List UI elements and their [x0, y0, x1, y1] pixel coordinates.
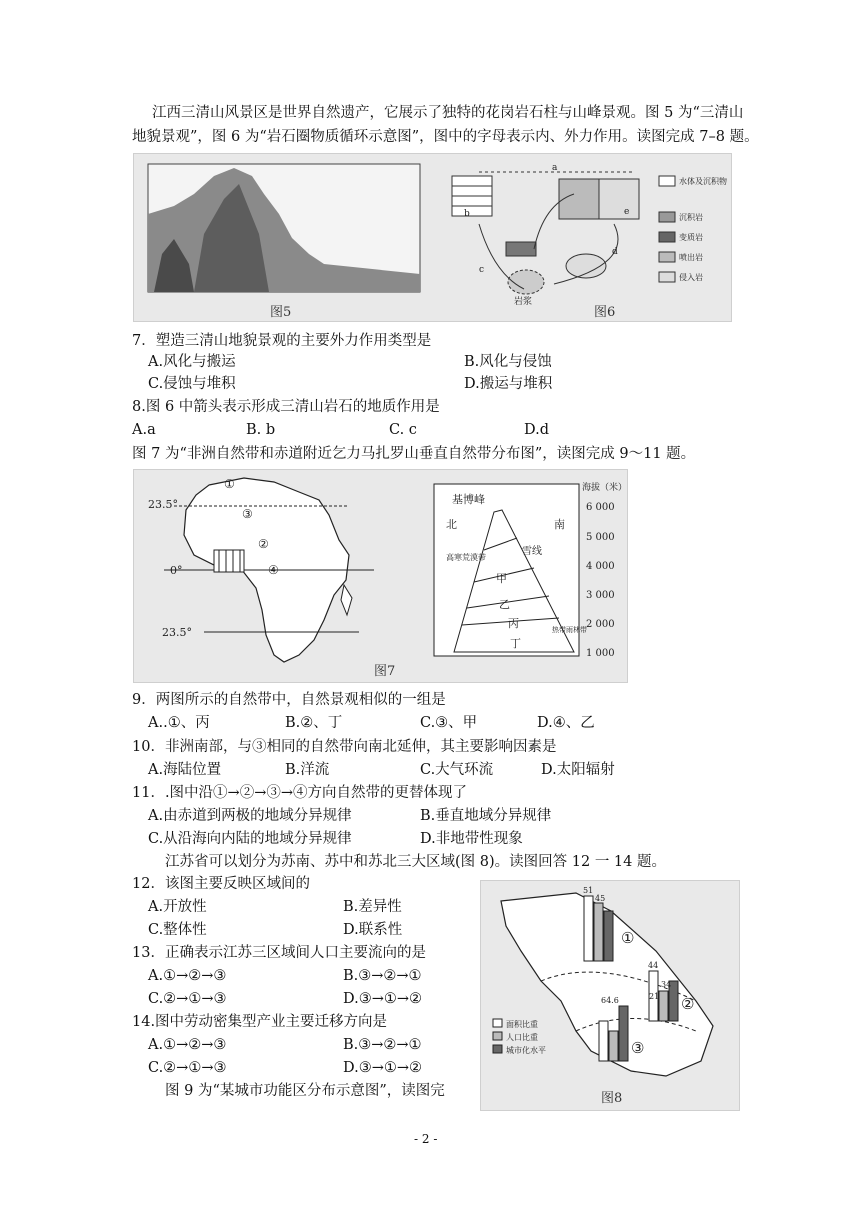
- fig7-lat-equator: 0°: [170, 564, 183, 577]
- fig6-legend-extrusive: 喷出岩: [679, 253, 703, 262]
- q10-option-c[interactable]: C.大气环流: [420, 762, 494, 778]
- fig8-legend-area: 面积比重: [506, 1020, 538, 1029]
- fig7-alt-3000: 3 000: [586, 590, 615, 601]
- q7-option-a[interactable]: A.风化与搬运: [148, 354, 236, 370]
- q14-option-d[interactable]: D.③→①→②: [343, 1060, 423, 1076]
- q8-stem: 8.图 6 中箭头表示形成三清山岩石的地质作用是: [132, 399, 440, 415]
- fig7-north: 北: [446, 518, 457, 531]
- fig6-letter-e: e: [624, 207, 630, 217]
- q14-option-b[interactable]: B.③→②→①: [343, 1037, 422, 1053]
- fig7-zone-1: ①: [224, 477, 235, 491]
- q11-option-d[interactable]: D.非地带性现象: [420, 831, 523, 847]
- fig5-caption: 图5: [270, 305, 292, 320]
- fig8-value-34: 34: [661, 980, 672, 989]
- fig7-desert: 高寒荒漠带: [446, 553, 486, 562]
- fig7-peak: 基博峰: [452, 493, 485, 506]
- q7-option-d[interactable]: D.搬运与堆积: [464, 376, 553, 392]
- fig7-alt-4000: 4 000: [586, 561, 615, 572]
- intro-7-8-line1: 江西三清山风景区是世界自然遗产，它展示了独特的花岗岩石柱与山峰景观。图 5 为“三清山: [152, 105, 744, 121]
- fig7-rainforest: 热带雨林带: [552, 626, 587, 634]
- q14-option-a[interactable]: A.①→②→③: [148, 1037, 227, 1053]
- q9-option-a[interactable]: A..①、丙: [148, 715, 210, 731]
- fig7-snowline: 雪线: [522, 546, 542, 557]
- q10-option-a[interactable]: A.海陆位置: [148, 762, 222, 778]
- q13-option-b[interactable]: B.③→②→①: [343, 968, 422, 984]
- figure-8-svg: [481, 881, 739, 1110]
- fig8-legend-urbanization: 城市化水平: [506, 1046, 546, 1055]
- fig8-caption: 图8: [601, 1091, 623, 1106]
- figure-8-panel: [480, 880, 740, 1111]
- fig8-value-21: 21: [649, 992, 660, 1001]
- fig6-legend-metamorphic: 变质岩: [679, 233, 703, 242]
- fig7-alt-1000: 1 000: [586, 648, 615, 659]
- q10-option-d[interactable]: D.太阳辐射: [541, 762, 615, 778]
- q11-option-c[interactable]: C.从沿海向内陆的地域分异规律: [148, 831, 352, 847]
- fig7-zone-2: ②: [258, 537, 269, 551]
- fig8-value-64-6: 64.6: [601, 996, 619, 1005]
- fig8-region-2: ②: [681, 995, 695, 1013]
- fig6-letter-a: a: [552, 163, 558, 173]
- fig8-value-45: 45: [595, 894, 606, 903]
- q14-stem: 14.图中劳动密集型产业主要迁移方向是: [132, 1014, 388, 1030]
- fig6-legend-sedimentary: 沉积岩: [679, 213, 703, 222]
- q14-option-c[interactable]: C.②→①→③: [148, 1060, 227, 1076]
- q13-stem: 13．正确表示江苏三区域间人口主要流向的是: [132, 945, 426, 961]
- fig8-value-51: 51: [583, 886, 594, 895]
- fig7-ding: 丁: [510, 637, 521, 650]
- fig6-letter-d: d: [612, 247, 618, 257]
- fig7-alt-2000: 2 000: [586, 619, 615, 630]
- q8-option-d[interactable]: D.d: [524, 422, 549, 438]
- intro-12-14: 江苏省可以划分为苏南、苏中和苏北三大区域(图 8)。读图回答 12 一 14 题。: [165, 854, 666, 870]
- q12-stem: 12．该图主要反映区域间的: [132, 876, 310, 892]
- q13-option-d[interactable]: D.③→①→②: [343, 991, 423, 1007]
- fig7-alt-5000: 5 000: [586, 532, 615, 543]
- fig6-legend-intrusive: 侵入岩: [679, 273, 703, 282]
- q10-option-b[interactable]: B.洋流: [285, 762, 330, 778]
- q12-option-c[interactable]: C.整体性: [148, 922, 207, 938]
- fig8-legend-population: 人口比重: [506, 1033, 538, 1042]
- fig7-zone-3: ③: [242, 507, 253, 521]
- fig8-value-44: 44: [648, 961, 659, 970]
- fig6-magma-label: 岩浆: [514, 297, 533, 307]
- fig7-alt-6000: 6 000: [586, 502, 615, 513]
- q7-option-b[interactable]: B.风化与侵蚀: [464, 354, 552, 370]
- fig7-lat-north: 23.5°: [148, 498, 178, 511]
- q9-option-c[interactable]: C.③、甲: [420, 715, 478, 731]
- fig7-altitude-title: 海拔（米）: [582, 483, 627, 493]
- q9-stem: 9．两图所示的自然带中，自然景观相似的一组是: [132, 692, 446, 708]
- q12-option-d[interactable]: D.联系性: [343, 922, 403, 938]
- figure-5-6-panel: [133, 153, 732, 322]
- fig7-lat-south: 23.5°: [162, 626, 192, 639]
- figure-7-panel: [133, 469, 628, 683]
- q11-stem: 11．.图中沿①→②→③→④方向自然带的更替体现了: [132, 785, 468, 801]
- q8-option-b[interactable]: B. b: [246, 422, 276, 438]
- fig7-zone-4: ④: [268, 563, 279, 577]
- q10-stem: 10．非洲南部，与③相同的自然带向南北延伸，其主要影响因素是: [132, 739, 557, 755]
- intro-fig9: 图 9 为“某城市功能区分布示意图”，读图完: [165, 1083, 445, 1099]
- intro-7-8-line2: 地貌景观”，图 6 为“岩石圈物质循环示意图”，图中的字母表示内、外力作用。读图完成 7–8 题。: [132, 129, 759, 145]
- figure-5-6-svg: [134, 154, 731, 321]
- q12-option-a[interactable]: A.开放性: [148, 899, 207, 915]
- q8-option-a[interactable]: A.a: [132, 422, 156, 438]
- intro-9-11: 图 7 为“非洲自然带和赤道附近乞力马扎罗山垂直自然带分布图”，读图完成 9～11 题。: [132, 446, 696, 462]
- fig7-yi: 乙: [499, 598, 510, 611]
- q9-option-d[interactable]: D.④、乙: [537, 715, 595, 731]
- fig7-south: 南: [554, 518, 565, 531]
- fig6-letter-c: c: [479, 265, 485, 275]
- q13-option-c[interactable]: C.②→①→③: [148, 991, 227, 1007]
- fig6-caption: 图6: [594, 305, 616, 320]
- q13-option-a[interactable]: A.①→②→③: [148, 968, 227, 984]
- fig6-letter-b: b: [464, 209, 470, 219]
- q11-option-b[interactable]: B.垂直地域分异规律: [420, 808, 552, 824]
- q9-option-b[interactable]: B.②、丁: [285, 715, 343, 731]
- figure-7-svg: [134, 470, 627, 682]
- q12-option-b[interactable]: B.差异性: [343, 899, 402, 915]
- fig7-caption: 图7: [374, 664, 396, 679]
- q7-option-c[interactable]: C.侵蚀与堆积: [148, 376, 236, 392]
- fig8-region-3: ③: [631, 1039, 645, 1057]
- fig8-region-1: ①: [621, 929, 635, 947]
- fig7-bing: 丙: [508, 617, 519, 630]
- fig6-legend-water: 水体及沉积物: [679, 177, 727, 186]
- page-number: - 2 -: [414, 1132, 438, 1146]
- q8-option-c[interactable]: C. c: [389, 422, 417, 438]
- q7-stem: 7．塑造三清山地貌景观的主要外力作用类型是: [132, 333, 432, 349]
- fig7-jia: 甲: [496, 572, 507, 585]
- q11-option-a[interactable]: A.由赤道到两极的地域分异规律: [148, 808, 352, 824]
